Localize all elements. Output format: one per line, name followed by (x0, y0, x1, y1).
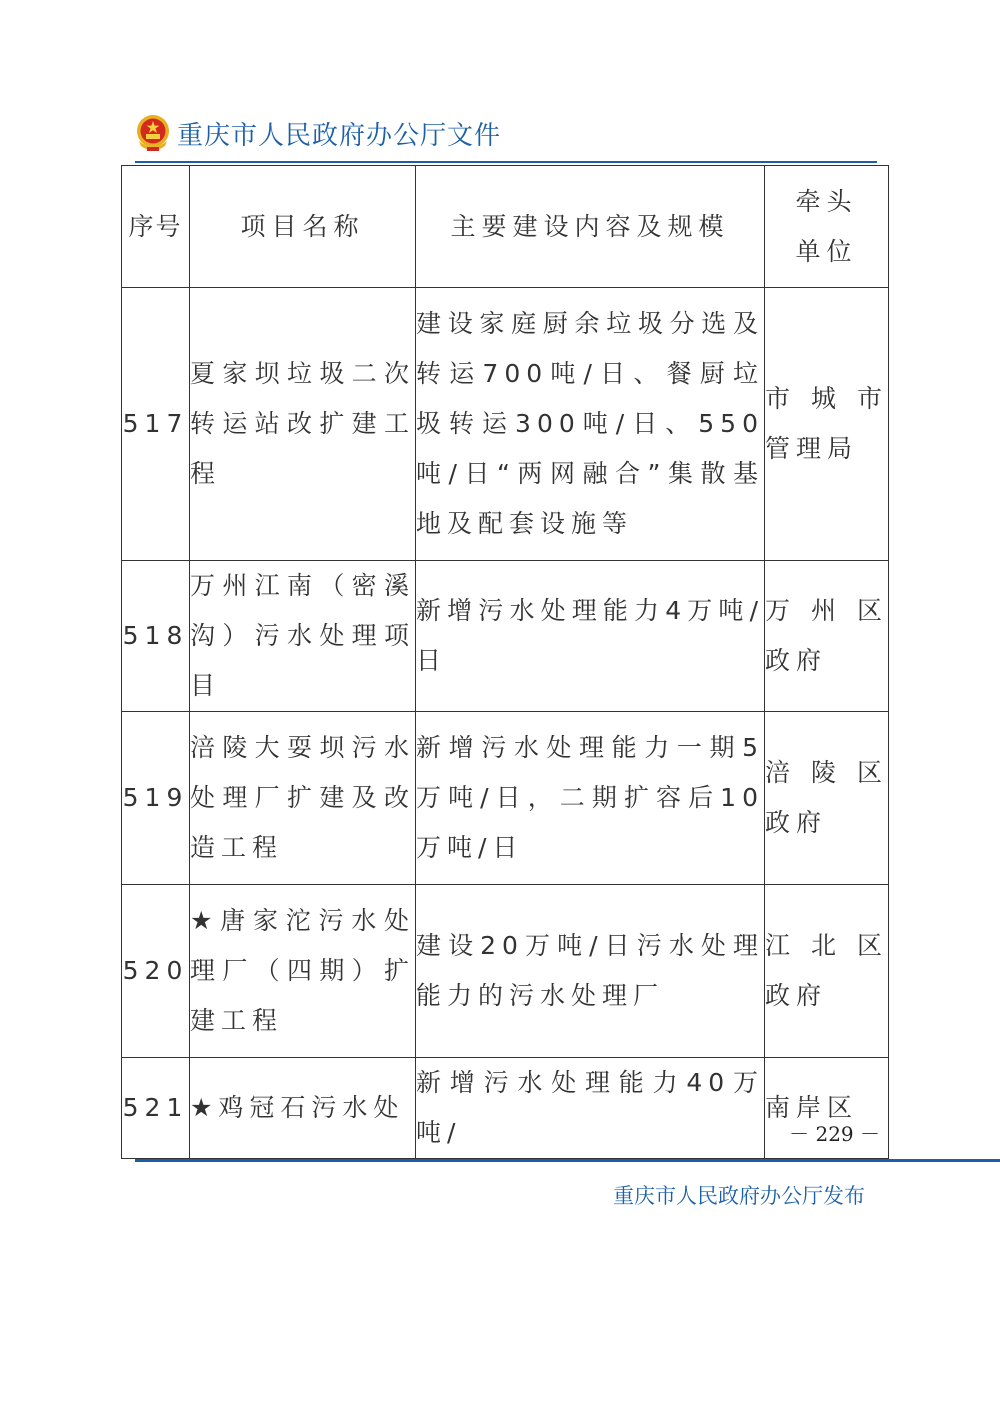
column-header-lead-unit: 牵头单位 (765, 166, 889, 288)
row-lead-unit: 江北区政府 (765, 885, 889, 1058)
row-project-name: ★唐家沱污水处理厂（四期）扩建工程 (190, 885, 416, 1058)
row-number: 518 (122, 561, 190, 712)
row-content: 新增污水处理能力一期5万吨/日，二期扩容后10万吨/日 (416, 712, 765, 885)
row-number: 517 (122, 288, 190, 561)
table-header-row (122, 166, 889, 288)
table-row (122, 1058, 889, 1159)
table-row (122, 885, 889, 1058)
row-project-name: 万州江南（密溪沟）污水处理项目 (190, 561, 416, 712)
document-header-title: 重庆市人民政府办公厅文件 (177, 120, 502, 151)
row-project-name: 夏家坝垃圾二次转运站改扩建工程 (190, 288, 416, 561)
header-divider (135, 161, 877, 163)
table-row (122, 712, 889, 885)
table-row (122, 561, 889, 712)
row-number: 519 (122, 712, 190, 885)
row-number: 521 (122, 1058, 190, 1159)
project-table (121, 165, 889, 1159)
document-header (135, 110, 501, 156)
column-header-project-name: 项目名称 (190, 166, 416, 288)
row-content: 新增污水处理能力40万吨/ (416, 1058, 765, 1159)
row-number: 520 (122, 885, 190, 1058)
footer-publisher: 重庆市人民政府办公厅发布 (613, 1184, 865, 1208)
column-header-number: 序号 (122, 166, 190, 288)
national-emblem-icon (135, 113, 171, 153)
row-content: 新增污水处理能力4万吨/日 (416, 561, 765, 712)
row-project-name: 涪陵大耍坝污水处理厂扩建及改造工程 (190, 712, 416, 885)
column-header-content: 主要建设内容及规模 (416, 166, 765, 288)
table-row (122, 288, 889, 561)
row-content: 建设20万吨/日污水处理能力的污水处理厂 (416, 885, 765, 1058)
page-number: － 229 － (789, 1122, 880, 1146)
row-lead-unit: 涪陵区政府 (765, 712, 889, 885)
row-lead-unit: 万州区政府 (765, 561, 889, 712)
row-project-name: ★鸡冠石污水处 (190, 1058, 416, 1159)
footer-divider (135, 1159, 1000, 1162)
row-lead-unit: 南岸区 (765, 1058, 889, 1159)
row-content: 建设家庭厨余垃圾分选及转运700吨/日、餐厨垃圾转运300吨/日、550吨/日“两网融合”集散基地及配套设施等 (416, 288, 765, 561)
row-lead-unit: 市城市管理局 (765, 288, 889, 561)
